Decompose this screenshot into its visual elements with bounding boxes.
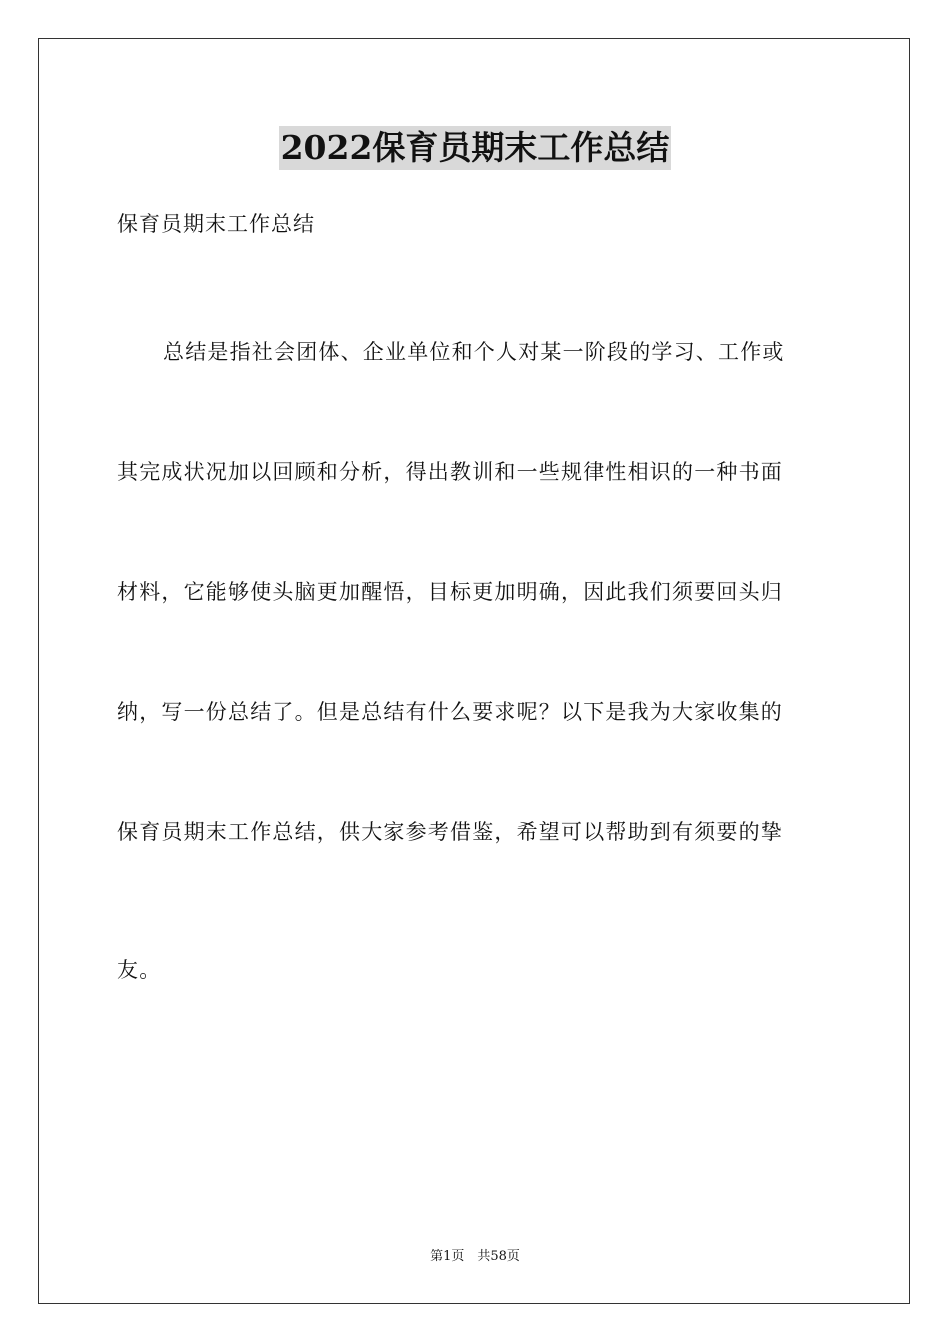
body-line: 其完成状况加以回顾和分析，得出教训和一些规律性相识的一种书面 xyxy=(117,460,783,484)
page-footer: 第1页 共58页 xyxy=(430,1249,520,1264)
body-line: 友。 xyxy=(117,958,162,982)
body-line: 材料，它能够使头脑更加醒悟，目标更加明确，因此我们须要回头归 xyxy=(117,580,783,604)
body-line: 保育员期末工作总结，供大家参考借鉴，希望可以帮助到有须要的挚 xyxy=(117,820,783,844)
document-title: 2022保育员期末工作总结 xyxy=(279,126,672,170)
document-subtitle: 保育员期末工作总结 xyxy=(117,212,315,236)
title-container xyxy=(0,126,950,170)
body-line: 总结是指社会团体、企业单位和个人对某一阶段的学习、工作或 xyxy=(163,340,785,364)
body-line: 纳，写一份总结了。但是总结有什么要求呢？以下是我为大家收集的 xyxy=(117,700,783,724)
